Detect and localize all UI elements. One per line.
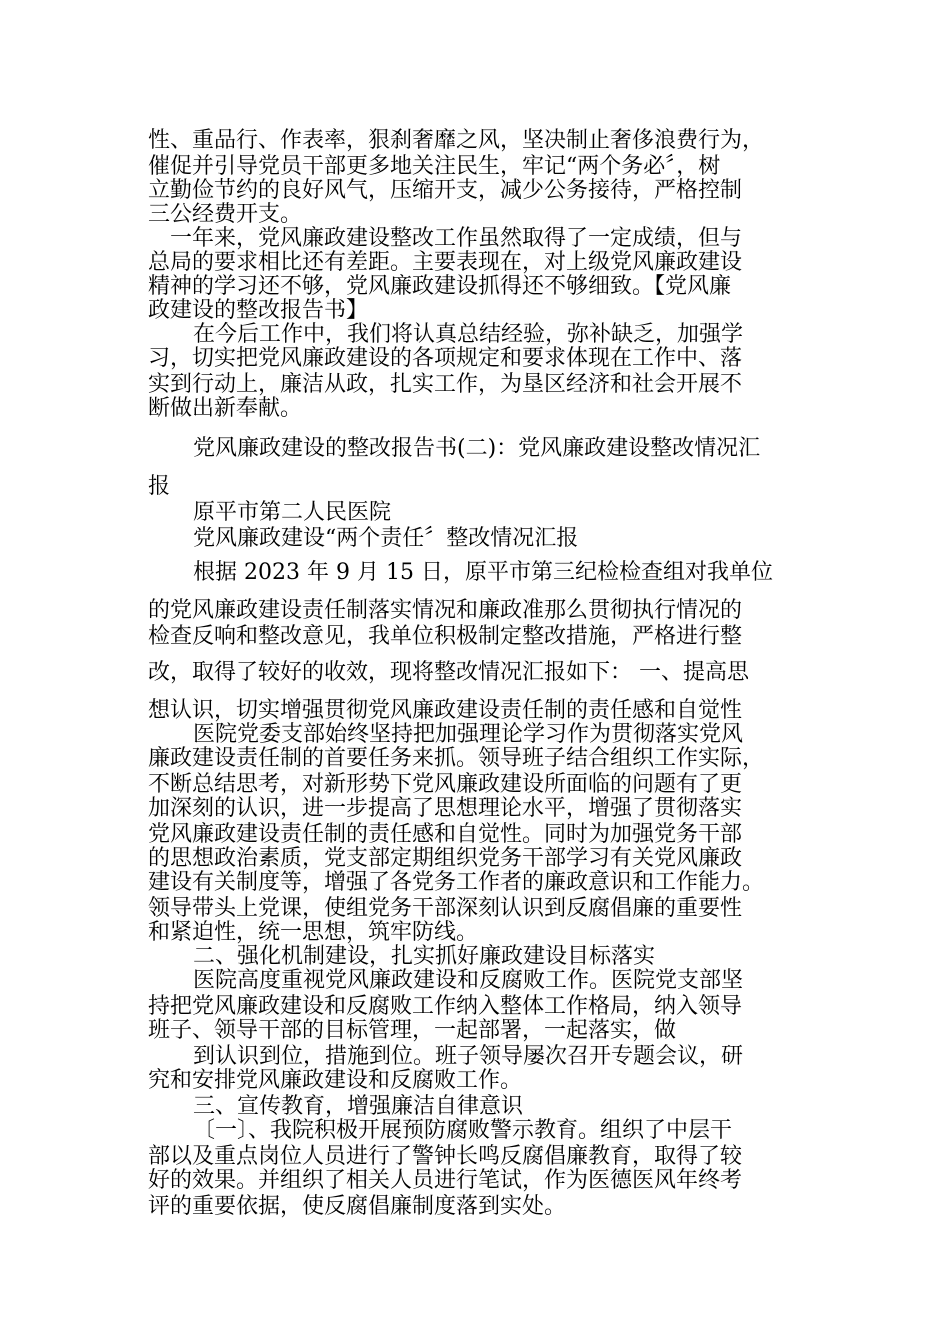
text-line: 究和安排党风廉政建设和反腐败工作。: [148, 1068, 523, 1093]
text-line: 想认识，切实增强贯彻党风廉政建设责任制的责任感和自觉性: [148, 698, 743, 723]
text-line: 评的重要依据，使反腐倡廉制度落到实处。: [148, 1194, 567, 1219]
text-line: 根据 2023 年 9 月 15 日，原平市第三纪检检查组对我单位: [193, 560, 773, 585]
text-line: 习，切实把党风廉政建设的各项规定和要求体现在工作中、落: [148, 346, 743, 371]
text-line: 在今后工作中，我们将认真总结经验，弥补缺乏，加强学: [193, 322, 744, 347]
section-heading-continued: 报: [148, 474, 171, 499]
organization-name: 原平市第二人民医院: [193, 500, 392, 525]
text-line: 加深刻的认识，进一步提高了思想理论水平，增强了贯彻落实: [148, 796, 743, 821]
text-line: 检查反响和整改意见，我单位积极制定整改措施，严格进行整: [148, 624, 743, 649]
text-line: 实到行动上，廉洁从政，扎实工作，为垦区经济和社会开展不: [148, 372, 743, 397]
text-line: 到认识到位，措施到位。班子领导屡次召开专题会议，研: [193, 1044, 744, 1069]
text-line: 医院高度重视党风廉政建设和反腐败工作。医院党支部坚: [193, 968, 744, 993]
text-line: 断做出新奉献。: [148, 396, 303, 421]
text-line: 精神的学习还不够，党风廉政建设抓得还不够细致。【党风廉: [148, 274, 732, 299]
text-line: 和紧迫性，统一思想，筑牢防线。: [148, 920, 479, 945]
text-line: 党风廉政建设责任制的责任感和自觉性。同时为加强党务干部: [148, 822, 743, 847]
text-line: 催促并引导党员干部更多地关注民生，牢记“两个务必〞，树: [148, 154, 721, 179]
text-line: 的思想政治素质，党支部定期组织党务干部学习有关党风廉政: [148, 846, 743, 871]
text-line: 政建设的整改报告书】: [148, 298, 369, 323]
text-line: 〔一〕、我院积极开展预防腐败警示教育。组织了中层干: [193, 1118, 733, 1143]
text-line: 的党风廉政建设责任制落实情况和廉政准那么贯彻执行情况的: [148, 598, 743, 623]
text-line: 总局的要求相比还有差距。主要表现在，对上级党风廉政建设: [148, 250, 743, 275]
text-line: 不断总结思考，对新形势下党风廉政建设所面临的问题有了更: [148, 772, 743, 797]
section-heading: 三、宣传教育，增强廉洁自律意识: [193, 1094, 524, 1119]
section-heading: 党风廉政建设的整改报告书(二)：党风廉政建设整改情况汇: [193, 436, 761, 461]
text-line: 好的效果。并组织了相关人员进行笔试，作为医德医风年终考: [148, 1168, 743, 1193]
text-line: 医院党委支部始终坚持把加强理论学习作为贯彻落实党风: [193, 722, 744, 747]
text-line: 性、重品行、作表率，狠刹奢靡之风，坚决制止奢侈浪费行为，: [148, 128, 765, 153]
text-line: 立勤俭节约的良好风气，压缩开支，减少公务接待，严格控制: [148, 178, 743, 203]
text-line: 建设有关制度等，增强了各党务工作者的廉政意识和工作能力。: [148, 870, 765, 895]
text-line: 领导带头上党课，使组党务干部深刻认识到反腐倡廉的重要性: [148, 896, 743, 921]
section-heading: 二、强化机制建设，扎实抓好廉政建设目标落实: [193, 944, 656, 969]
report-title: 党风廉政建设“两个责任〞整改情况汇报: [193, 526, 579, 551]
text-line: 部以及重点岗位人员进行了警钟长鸣反腐倡廉教育，取得了较: [148, 1144, 743, 1169]
text-line: 三公经费开支。: [148, 202, 303, 227]
text-line: 持把党风廉政建设和反腐败工作纳入整体工作格局，纳入领导: [148, 994, 743, 1019]
text-line: 改，取得了较好的收效，现将整改情况汇报如下： 一、提高思: [148, 660, 749, 685]
text-line: 班子、领导干部的目标管理，一起部署，一起落实，做: [148, 1018, 677, 1043]
text-line: 廉政建设责任制的首要任务来抓。领导班子结合组织工作实际，: [148, 746, 765, 771]
text-line: 一年来，党风廉政建设整改工作虽然取得了一定成绩，但与: [170, 226, 743, 251]
